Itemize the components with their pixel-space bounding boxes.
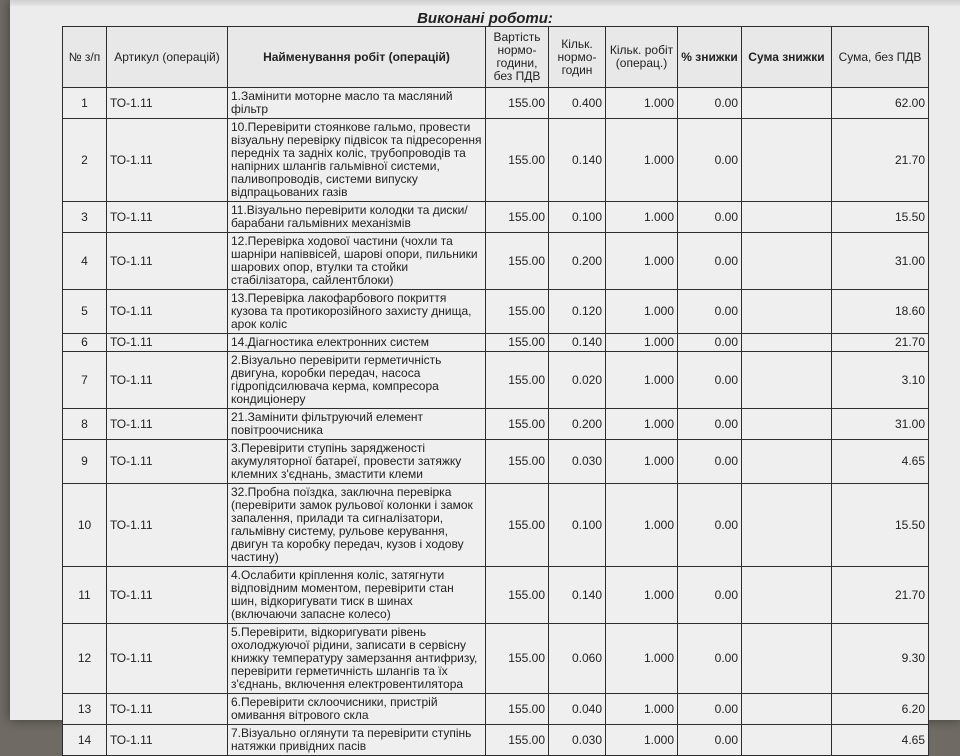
row-total: 15.50 (832, 484, 929, 567)
row-hour-cost: 155.00 (486, 352, 549, 409)
row-work-name: 10.Перевірити стоянкове гальмо, провести візуальну перевірку підвісок та підресорення передніх та задніх коліс, трубопроводів та напірних шлангів гальмівної системи, паливопроводів, системи випуску відпрацьованих газів (228, 119, 486, 202)
table-row (63, 119, 929, 202)
row-discount-percent: 0.00 (678, 233, 742, 290)
header-total: Сума, без ПДВ (832, 27, 929, 88)
row-hours: 0.020 (549, 352, 606, 409)
row-discount-sum (742, 484, 832, 567)
row-discount-percent: 0.00 (678, 725, 742, 756)
row-hour-cost: 155.00 (486, 440, 549, 484)
row-total: 18.60 (832, 290, 929, 334)
row-hour-cost: 155.00 (486, 290, 549, 334)
row-hour-cost: 155.00 (486, 233, 549, 290)
previous-page-edge (10, 0, 960, 6)
row-discount-percent: 0.00 (678, 290, 742, 334)
row-discount-sum (742, 334, 832, 352)
row-total: 9.30 (832, 624, 929, 694)
row-operations: 1.000 (606, 88, 678, 119)
row-hours: 0.200 (549, 409, 606, 440)
row-hour-cost: 155.00 (486, 202, 549, 233)
row-article: ТО-1.11 (107, 233, 228, 290)
row-number: 1 (63, 88, 107, 119)
row-work-name: 2.Візуально перевірити герметичність двигуна, коробки передач, насоса гідропідсилювача керма, компресора кондиціонеру (228, 352, 486, 409)
row-discount-sum (742, 567, 832, 624)
header-discount-percent: % знижки (678, 27, 742, 88)
row-work-name: 12.Перевірка ходової частини (чохли та шарніри напіввісей, шарові опори, пильники шарових опор, втулки та стойки стабілізатора, сайлентблоки) (228, 233, 486, 290)
row-hour-cost: 155.00 (486, 694, 549, 725)
row-work-name: 6.Перевірити склоочисники, пристрій омивання вітрового скла (228, 694, 486, 725)
row-number: 7 (63, 352, 107, 409)
table-row (63, 352, 929, 409)
row-discount-percent: 0.00 (678, 567, 742, 624)
table-row (63, 440, 929, 484)
row-number: 10 (63, 484, 107, 567)
table-row (63, 409, 929, 440)
row-work-name: 4.Ослабити кріплення коліс, затягнути відповідним моментом, перевірити стан шин, відкоригувати тиск в шинах (включаючи запасне колесо) (228, 567, 486, 624)
row-discount-sum (742, 409, 832, 440)
table-row (63, 290, 929, 334)
row-operations: 1.000 (606, 440, 678, 484)
row-number: 4 (63, 233, 107, 290)
row-hours: 0.400 (549, 88, 606, 119)
row-article: ТО-1.11 (107, 334, 228, 352)
row-hour-cost: 155.00 (486, 567, 549, 624)
row-total: 62.00 (832, 88, 929, 119)
row-work-name: 5.Перевірити, відкоригувати рівень охолоджуючої рідини, записати в сервісну книжку температуру замерзання антифризу, перевірити герметичність шлангів та їх з'єднань, включення електровентилятора (228, 624, 486, 694)
header-hours: Кільк. нормо-годин (549, 27, 606, 88)
header-discount-sum: Сума знижки (742, 27, 832, 88)
row-article: ТО-1.11 (107, 484, 228, 567)
table-row (63, 725, 929, 756)
row-discount-percent: 0.00 (678, 88, 742, 119)
row-article: ТО-1.11 (107, 88, 228, 119)
row-discount-sum (742, 202, 832, 233)
row-discount-percent: 0.00 (678, 484, 742, 567)
row-hours: 0.100 (549, 202, 606, 233)
table-row (63, 624, 929, 694)
row-total: 21.70 (832, 119, 929, 202)
row-work-name: 3.Перевірити ступінь зарядженості акумуляторної батареї, провести затяжку клемних з'єднань, змастити клеми (228, 440, 486, 484)
row-total: 6.20 (832, 694, 929, 725)
header-number: № з/п (63, 27, 107, 88)
row-number: 5 (63, 290, 107, 334)
row-operations: 1.000 (606, 624, 678, 694)
row-total: 4.65 (832, 440, 929, 484)
row-hour-cost: 155.00 (486, 334, 549, 352)
row-discount-percent: 0.00 (678, 119, 742, 202)
row-discount-percent: 0.00 (678, 334, 742, 352)
row-number: 12 (63, 624, 107, 694)
row-number: 9 (63, 440, 107, 484)
row-operations: 1.000 (606, 694, 678, 725)
row-discount-sum (742, 290, 832, 334)
header-work-name: Найменування робіт (операцій) (228, 27, 486, 88)
header-operations: Кільк. робіт (операц.) (606, 27, 678, 88)
row-discount-sum (742, 624, 832, 694)
row-operations: 1.000 (606, 290, 678, 334)
row-number: 11 (63, 567, 107, 624)
row-discount-sum (742, 88, 832, 119)
row-article: ТО-1.11 (107, 119, 228, 202)
row-number: 6 (63, 334, 107, 352)
row-number: 13 (63, 694, 107, 725)
table-header-row (63, 27, 929, 88)
row-hour-cost: 155.00 (486, 409, 549, 440)
row-article: ТО-1.11 (107, 352, 228, 409)
row-operations: 1.000 (606, 409, 678, 440)
row-work-name: 13.Перевірка лакофарбового покриття кузова та протикорозійного захисту днища, арок коліс (228, 290, 486, 334)
row-article: ТО-1.11 (107, 694, 228, 725)
table-row (63, 233, 929, 290)
row-number: 2 (63, 119, 107, 202)
row-work-name: 7.Візуально оглянути та перевірити ступінь натяжки привідних пасів (228, 725, 486, 756)
row-work-name: 32.Пробна поїздка, заключна перевірка (перевірити замок рульової колонки і замок запалення, прилади та сигналізатори, гальмівну систему, рульове керування, двигун та коробку передач, кузов і ходову частину) (228, 484, 486, 567)
row-operations: 1.000 (606, 334, 678, 352)
row-discount-percent: 0.00 (678, 440, 742, 484)
row-number: 8 (63, 409, 107, 440)
row-discount-percent: 0.00 (678, 624, 742, 694)
header-article: Артикул (операцій) (107, 27, 228, 88)
row-total: 15.50 (832, 202, 929, 233)
table-row (63, 202, 929, 233)
row-hour-cost: 155.00 (486, 119, 549, 202)
row-discount-sum (742, 233, 832, 290)
row-hours: 0.040 (549, 694, 606, 725)
row-operations: 1.000 (606, 119, 678, 202)
row-hours: 0.030 (549, 440, 606, 484)
row-hour-cost: 155.00 (486, 484, 549, 567)
row-operations: 1.000 (606, 352, 678, 409)
table-row (63, 484, 929, 567)
row-hour-cost: 155.00 (486, 725, 549, 756)
row-discount-percent: 0.00 (678, 694, 742, 725)
row-work-name: 1.Замінити моторне масло та масляний фільтр (228, 88, 486, 119)
document-sheet (10, 0, 960, 753)
row-hour-cost: 155.00 (486, 624, 549, 694)
row-hour-cost: 155.00 (486, 88, 549, 119)
row-work-name: 11.Візуально перевірити колодки та диски/барабани гальмівних механізмів (228, 202, 486, 233)
row-hours: 0.060 (549, 624, 606, 694)
row-article: ТО-1.11 (107, 440, 228, 484)
row-number: 14 (63, 725, 107, 756)
row-number: 3 (63, 202, 107, 233)
row-discount-sum (742, 725, 832, 756)
header-hour-cost: Вартість нормо-години, без ПДВ (486, 27, 549, 88)
row-article: ТО-1.11 (107, 624, 228, 694)
row-work-name: 14.Діагностика електронних систем (228, 334, 486, 352)
row-total: 21.70 (832, 567, 929, 624)
row-hours: 0.140 (549, 119, 606, 202)
document-title: Виконані роботи: (417, 10, 553, 27)
row-article: ТО-1.11 (107, 409, 228, 440)
row-discount-sum (742, 440, 832, 484)
row-operations: 1.000 (606, 233, 678, 290)
row-total: 31.00 (832, 233, 929, 290)
row-article: ТО-1.11 (107, 290, 228, 334)
table-row (63, 88, 929, 119)
row-article: ТО-1.11 (107, 725, 228, 756)
table-body (63, 88, 929, 756)
table-row (63, 334, 929, 352)
row-total: 31.00 (832, 409, 929, 440)
row-total: 4.65 (832, 725, 929, 756)
row-operations: 1.000 (606, 725, 678, 756)
row-hours: 0.120 (549, 290, 606, 334)
row-hours: 0.100 (549, 484, 606, 567)
row-article: ТО-1.11 (107, 567, 228, 624)
row-hours: 0.200 (549, 233, 606, 290)
row-operations: 1.000 (606, 567, 678, 624)
row-total: 3.10 (832, 352, 929, 409)
row-discount-sum (742, 119, 832, 202)
row-work-name: 21.Замінити фільтруючий елемент повітроочисника (228, 409, 486, 440)
row-operations: 1.000 (606, 202, 678, 233)
row-discount-percent: 0.00 (678, 409, 742, 440)
table-row (63, 567, 929, 624)
row-hours: 0.140 (549, 334, 606, 352)
row-discount-sum (742, 352, 832, 409)
row-discount-percent: 0.00 (678, 202, 742, 233)
row-hours: 0.030 (549, 725, 606, 756)
row-total: 21.70 (832, 334, 929, 352)
row-article: ТО-1.11 (107, 202, 228, 233)
row-operations: 1.000 (606, 484, 678, 567)
row-hours: 0.140 (549, 567, 606, 624)
row-discount-percent: 0.00 (678, 352, 742, 409)
works-table (62, 26, 929, 756)
